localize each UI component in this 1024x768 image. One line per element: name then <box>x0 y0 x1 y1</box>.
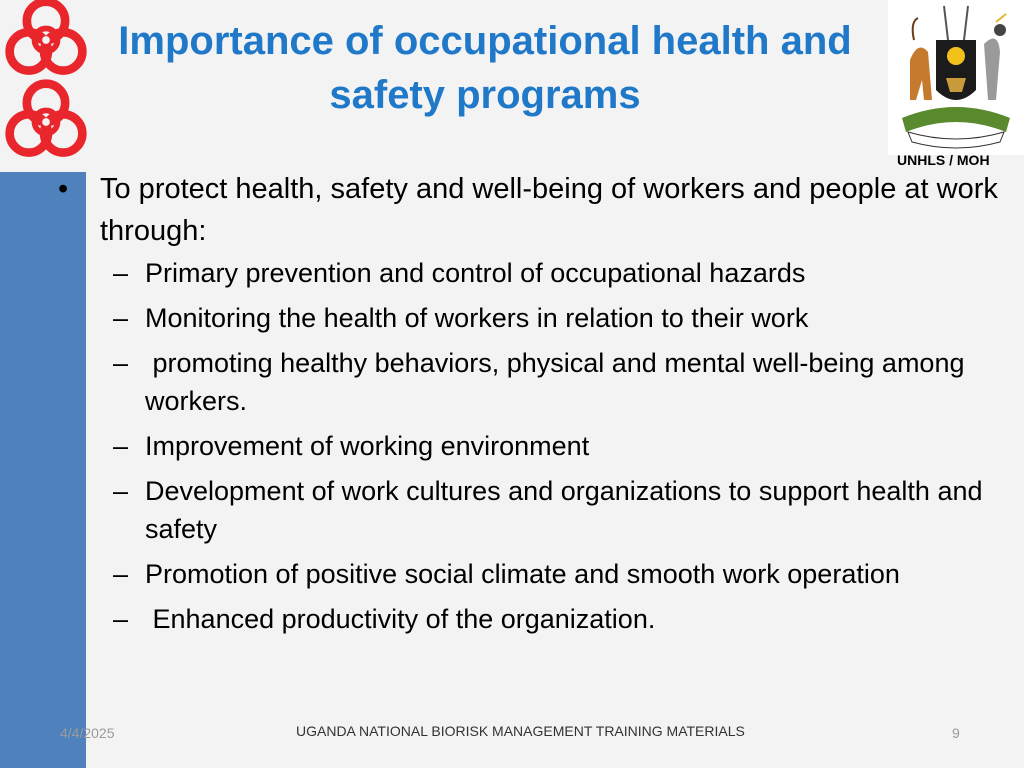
dash-marker: – <box>113 604 129 634</box>
list-item-text: Promotion of positive social climate and smooth work operation <box>145 559 900 589</box>
list-item <box>58 555 1008 593</box>
dash-marker: – <box>113 348 129 378</box>
list-item-text: promoting healthy behaviors, physical and mental well-being among workers. <box>145 348 972 416</box>
list-item <box>58 299 1008 337</box>
coat-of-arms-logo <box>888 0 1024 155</box>
footer-date: 4/4/2025 <box>60 725 115 741</box>
list-item-text: Enhanced productivity of the organization. <box>145 604 656 634</box>
slide-body <box>58 168 1008 645</box>
list-item-text: Primary prevention and control of occupational hazards <box>145 258 806 288</box>
list-item-text: Improvement of working environment <box>145 431 590 461</box>
dash-marker: – <box>113 431 129 461</box>
list-item <box>58 472 1008 548</box>
dash-marker: – <box>113 303 129 333</box>
list-item <box>58 427 1008 465</box>
list-item <box>58 254 1008 292</box>
bullet-marker: • <box>58 173 69 205</box>
sub-bullet-list <box>58 254 1008 638</box>
dash-marker: – <box>113 476 129 506</box>
dash-marker: – <box>113 559 129 589</box>
slide-title: Importance of occupational health and safety programs <box>118 19 852 117</box>
list-item <box>58 600 1008 638</box>
list-item <box>58 344 1008 420</box>
page-number: 9 <box>952 725 960 741</box>
main-bullet-text: To protect health, safety and well-being of workers and people at work through: <box>100 173 998 247</box>
list-item-text: Development of work cultures and organizations to support health and safety <box>145 476 983 544</box>
dash-marker: – <box>113 258 129 288</box>
coat-of-arms-icon <box>888 0 1024 155</box>
logo-caption: UNHLS / MOH <box>897 152 990 168</box>
footer-title: UGANDA NATIONAL BIORISK MANAGEMENT TRAINING MATERIALS <box>296 723 745 739</box>
list-item-text: Monitoring the health of workers in relation to their work <box>145 303 809 333</box>
main-bullet <box>58 168 1008 252</box>
